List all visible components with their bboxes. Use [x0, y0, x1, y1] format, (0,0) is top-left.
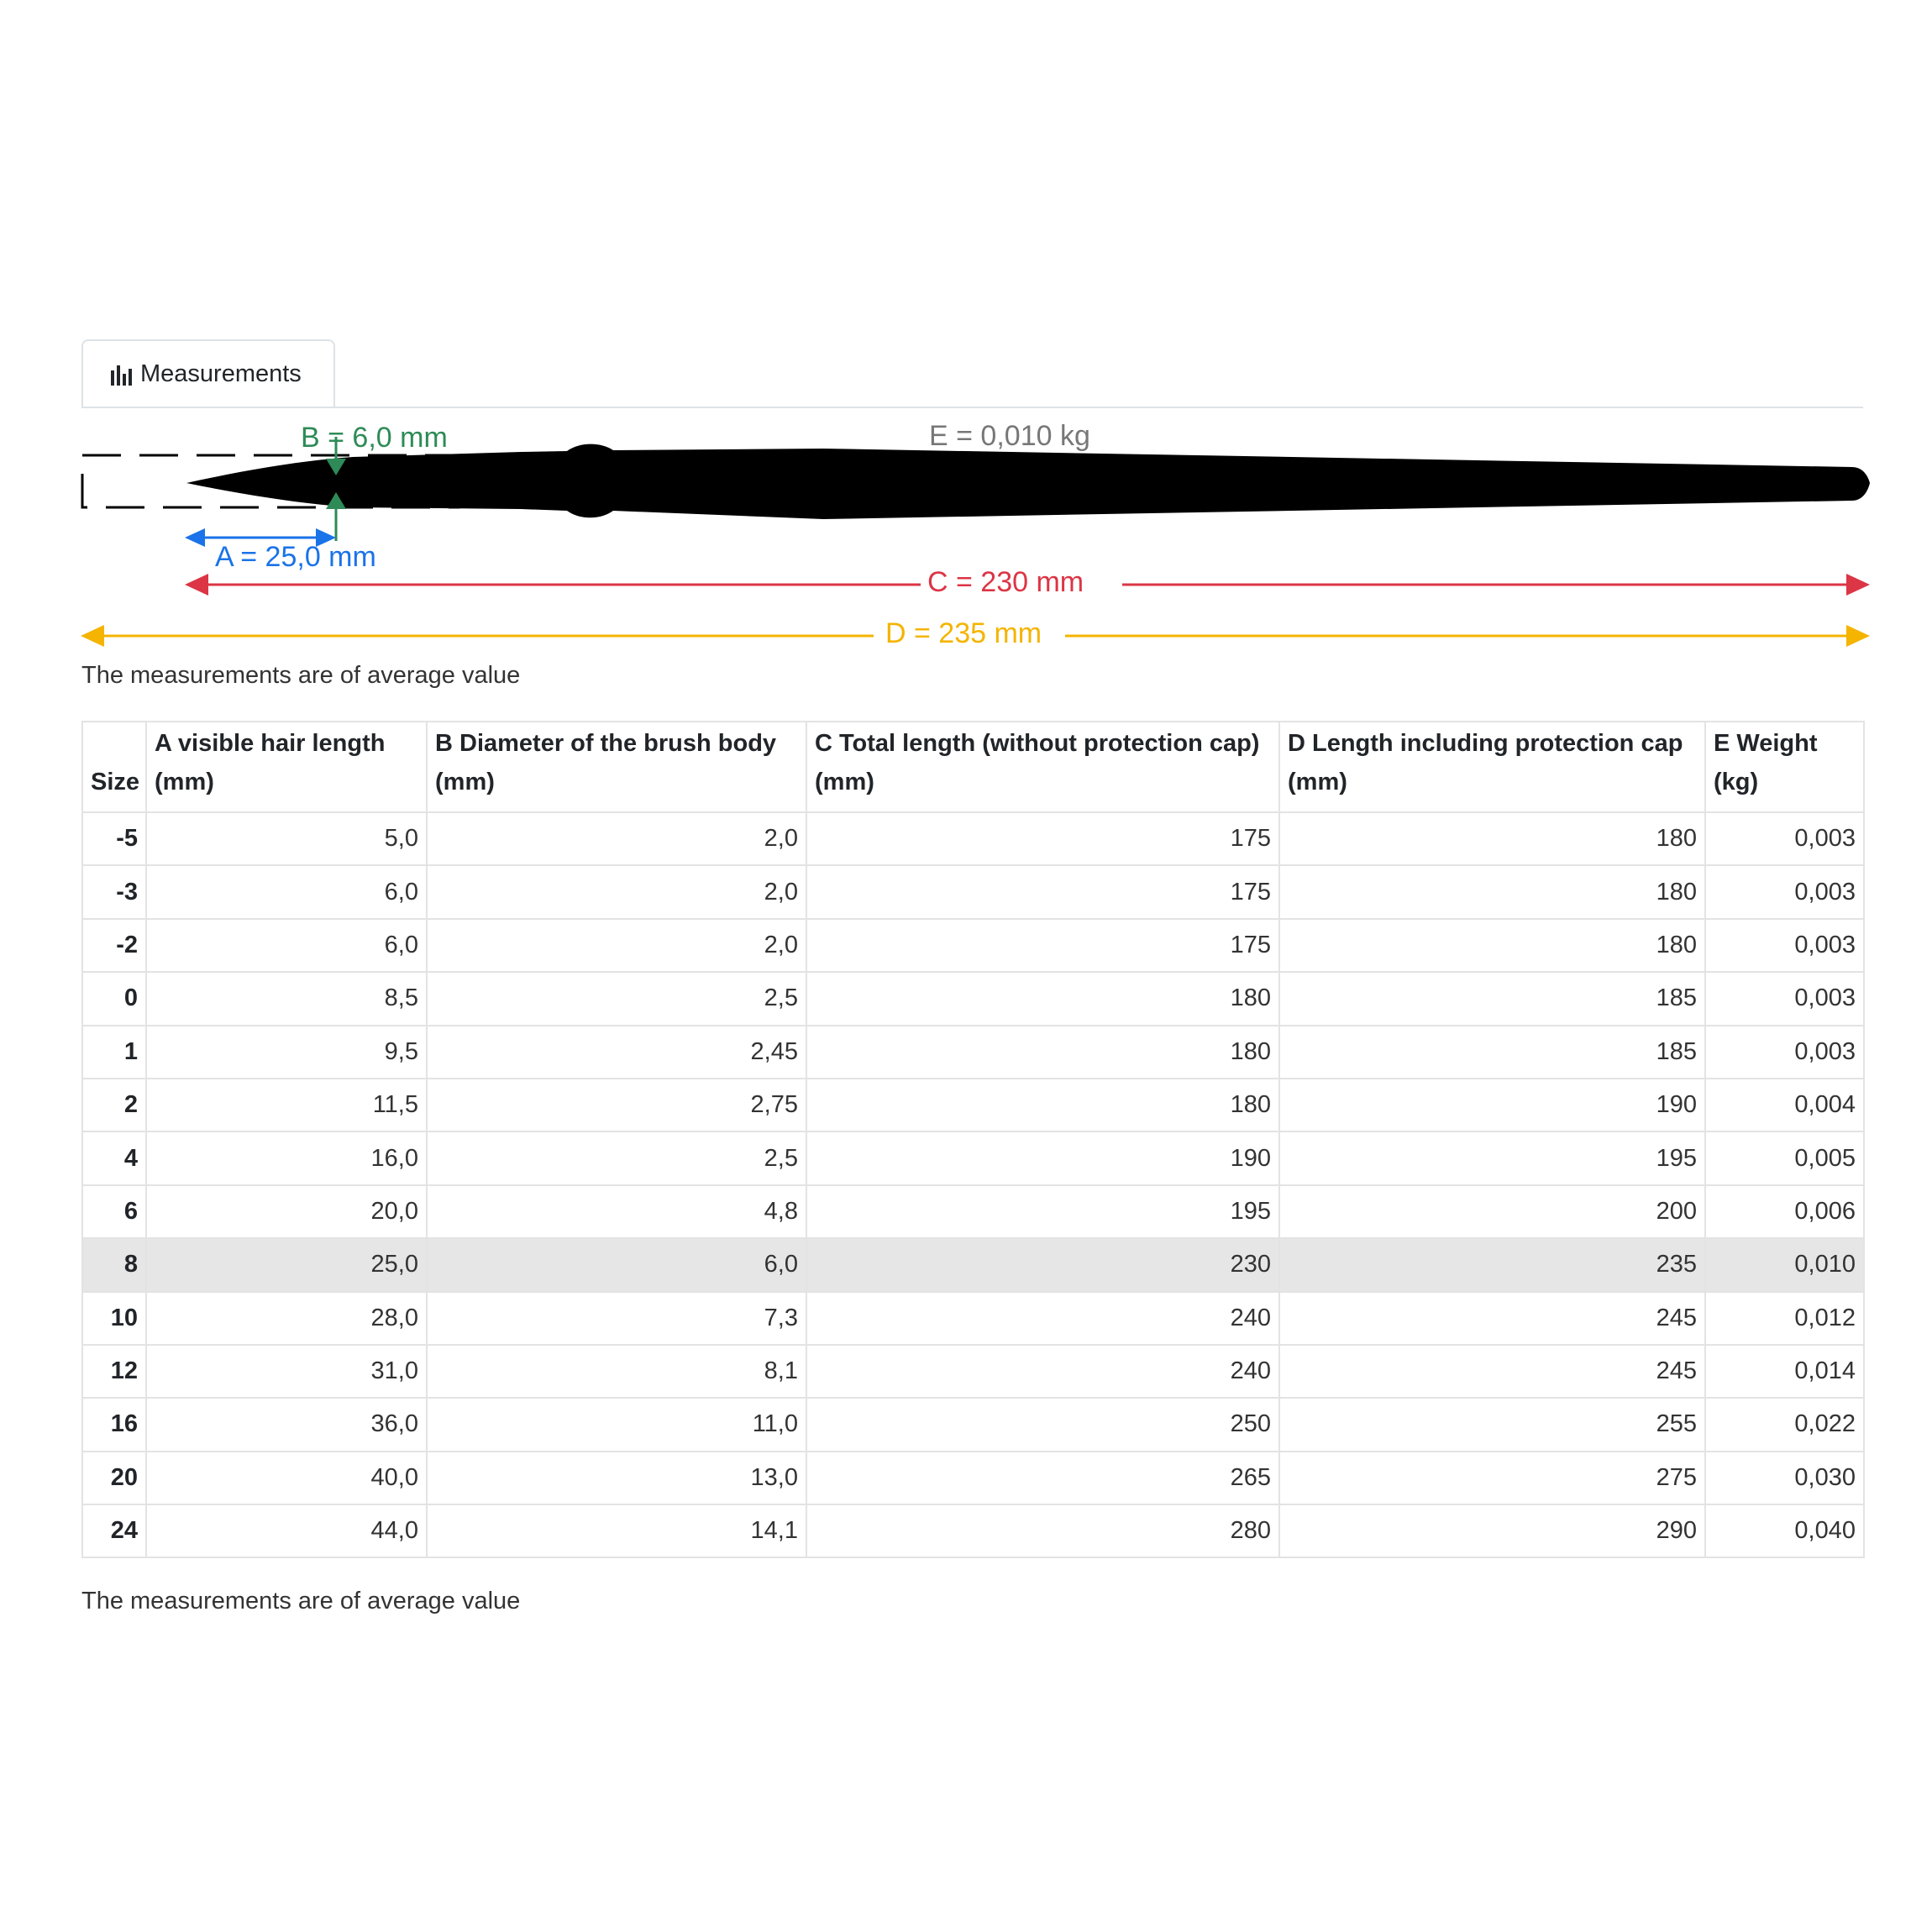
cell-d: 180	[1279, 812, 1705, 865]
cell-b: 7,3	[427, 1292, 806, 1345]
tab-bar	[81, 339, 1863, 408]
header-size: Size	[82, 722, 146, 812]
cell-e: 0,040	[1705, 1504, 1864, 1557]
cell-b: 2,0	[427, 919, 806, 972]
table-row	[82, 865, 1864, 918]
table-header-row	[82, 722, 1864, 812]
cell-d: 185	[1279, 1026, 1705, 1079]
cell-c: 230	[806, 1238, 1279, 1291]
cell-a: 16,0	[146, 1131, 427, 1184]
cell-c: 190	[806, 1131, 1279, 1184]
cell-c: 195	[806, 1185, 1279, 1238]
cell-e: 0,003	[1705, 972, 1864, 1025]
cell-size: 0	[82, 972, 146, 1025]
c-arrowhead-right	[1846, 574, 1870, 596]
cell-e: 0,014	[1705, 1345, 1864, 1398]
cell-a: 36,0	[146, 1398, 427, 1451]
cell-d: 275	[1279, 1452, 1705, 1504]
header-e: E Weight (kg)	[1705, 722, 1864, 812]
table-row	[82, 1398, 1864, 1451]
cell-d: 235	[1279, 1238, 1705, 1291]
table-row	[82, 812, 1864, 865]
measurement-note-top: The measurements are of average value	[81, 662, 521, 689]
cell-d: 290	[1279, 1504, 1705, 1557]
cell-d: 200	[1279, 1185, 1705, 1238]
cell-a: 40,0	[146, 1452, 427, 1504]
bar-chart-icon	[110, 362, 132, 386]
cell-size: 16	[82, 1398, 146, 1451]
cell-size: 20	[82, 1452, 146, 1504]
d-arrowhead-left	[81, 625, 104, 647]
table-body	[82, 812, 1864, 1557]
cell-b: 14,1	[427, 1504, 806, 1557]
cell-b: 2,5	[427, 972, 806, 1025]
tab-label: Measurements	[140, 360, 302, 387]
dimension-d-label: D = 235 mm	[879, 619, 1048, 648]
cell-e: 0,012	[1705, 1292, 1864, 1345]
cell-b: 8,1	[427, 1345, 806, 1398]
table-row	[82, 1079, 1864, 1131]
cell-size: 6	[82, 1185, 146, 1238]
cell-e: 0,022	[1705, 1398, 1864, 1451]
table-row	[82, 919, 1864, 972]
table-row	[82, 1452, 1864, 1504]
cell-a: 31,0	[146, 1345, 427, 1398]
cell-e: 0,003	[1705, 812, 1864, 865]
cell-a: 5,0	[146, 812, 427, 865]
cell-c: 240	[806, 1345, 1279, 1398]
table-row	[82, 1504, 1864, 1557]
cell-c: 175	[806, 865, 1279, 918]
cell-a: 20,0	[146, 1185, 427, 1238]
cell-e: 0,005	[1705, 1131, 1864, 1184]
cell-size: 2	[82, 1079, 146, 1131]
tab-measurements[interactable]	[81, 339, 335, 407]
cell-size: -2	[82, 919, 146, 972]
measurements-table	[81, 721, 1865, 1558]
cell-c: 250	[806, 1398, 1279, 1451]
table-row	[82, 972, 1864, 1025]
cell-c: 180	[806, 1079, 1279, 1131]
cell-e: 0,006	[1705, 1185, 1864, 1238]
dimension-c-label: C = 230 mm	[921, 568, 1090, 596]
cell-e: 0,010	[1705, 1238, 1864, 1291]
cell-e: 0,004	[1705, 1079, 1864, 1131]
cell-e: 0,003	[1705, 1026, 1864, 1079]
cell-a: 25,0	[146, 1238, 427, 1291]
cell-a: 44,0	[146, 1504, 427, 1557]
table-row	[82, 1026, 1864, 1079]
cell-e: 0,003	[1705, 919, 1864, 972]
header-d: D Length including protection cap (mm)	[1279, 722, 1705, 812]
header-a: A visible hair length (mm)	[146, 722, 427, 812]
dimension-b-label: B = 6,0 mm	[301, 422, 448, 454]
cell-c: 240	[806, 1292, 1279, 1345]
cell-size: 24	[82, 1504, 146, 1557]
cell-c: 280	[806, 1504, 1279, 1557]
cell-size: 8	[82, 1238, 146, 1291]
cell-size: 12	[82, 1345, 146, 1398]
cell-d: 180	[1279, 919, 1705, 972]
table-row	[82, 1292, 1864, 1345]
cell-size: 10	[82, 1292, 146, 1345]
c-arrowhead-left	[185, 574, 208, 596]
cell-b: 2,5	[427, 1131, 806, 1184]
cell-b: 2,0	[427, 865, 806, 918]
table-row	[82, 1131, 1864, 1184]
cell-a: 28,0	[146, 1292, 427, 1345]
table-row	[82, 1345, 1864, 1398]
cell-e: 0,003	[1705, 865, 1864, 918]
cell-b: 4,8	[427, 1185, 806, 1238]
cell-b: 2,45	[427, 1026, 806, 1079]
cell-d: 180	[1279, 865, 1705, 918]
cell-a: 9,5	[146, 1026, 427, 1079]
cell-d: 195	[1279, 1131, 1705, 1184]
d-arrowhead-right	[1846, 625, 1870, 647]
cell-d: 190	[1279, 1079, 1705, 1131]
cell-b: 6,0	[427, 1238, 806, 1291]
cell-d: 245	[1279, 1345, 1705, 1398]
cell-a: 6,0	[146, 919, 427, 972]
table-row	[82, 1185, 1864, 1238]
brush-silhouette	[186, 444, 1870, 519]
cell-a: 6,0	[146, 865, 427, 918]
cell-b: 13,0	[427, 1452, 806, 1504]
a-arrowhead-left	[185, 528, 205, 547]
header-c: C Total length (without protection cap) (mm)	[806, 722, 1279, 812]
cell-size: 4	[82, 1131, 146, 1184]
weight-e-label: E = 0,010 kg	[929, 420, 1090, 452]
cell-b: 11,0	[427, 1398, 806, 1451]
cell-d: 255	[1279, 1398, 1705, 1451]
cell-d: 245	[1279, 1292, 1705, 1345]
cell-b: 2,75	[427, 1079, 806, 1131]
cell-b: 2,0	[427, 812, 806, 865]
cell-c: 180	[806, 972, 1279, 1025]
table-row	[82, 1238, 1864, 1291]
dimension-a-label: A = 25,0 mm	[215, 541, 376, 573]
cell-c: 180	[806, 1026, 1279, 1079]
cell-size: -3	[82, 865, 146, 918]
cell-size: -5	[82, 812, 146, 865]
cell-a: 11,5	[146, 1079, 427, 1131]
cell-c: 175	[806, 812, 1279, 865]
cell-c: 265	[806, 1452, 1279, 1504]
cell-size: 1	[82, 1026, 146, 1079]
cell-e: 0,030	[1705, 1452, 1864, 1504]
measurement-note-bottom: The measurements are of average value	[81, 1588, 521, 1614]
cell-d: 185	[1279, 972, 1705, 1025]
cell-c: 175	[806, 919, 1279, 972]
header-b: B Diameter of the brush body (mm)	[427, 722, 806, 812]
cell-a: 8,5	[146, 972, 427, 1025]
